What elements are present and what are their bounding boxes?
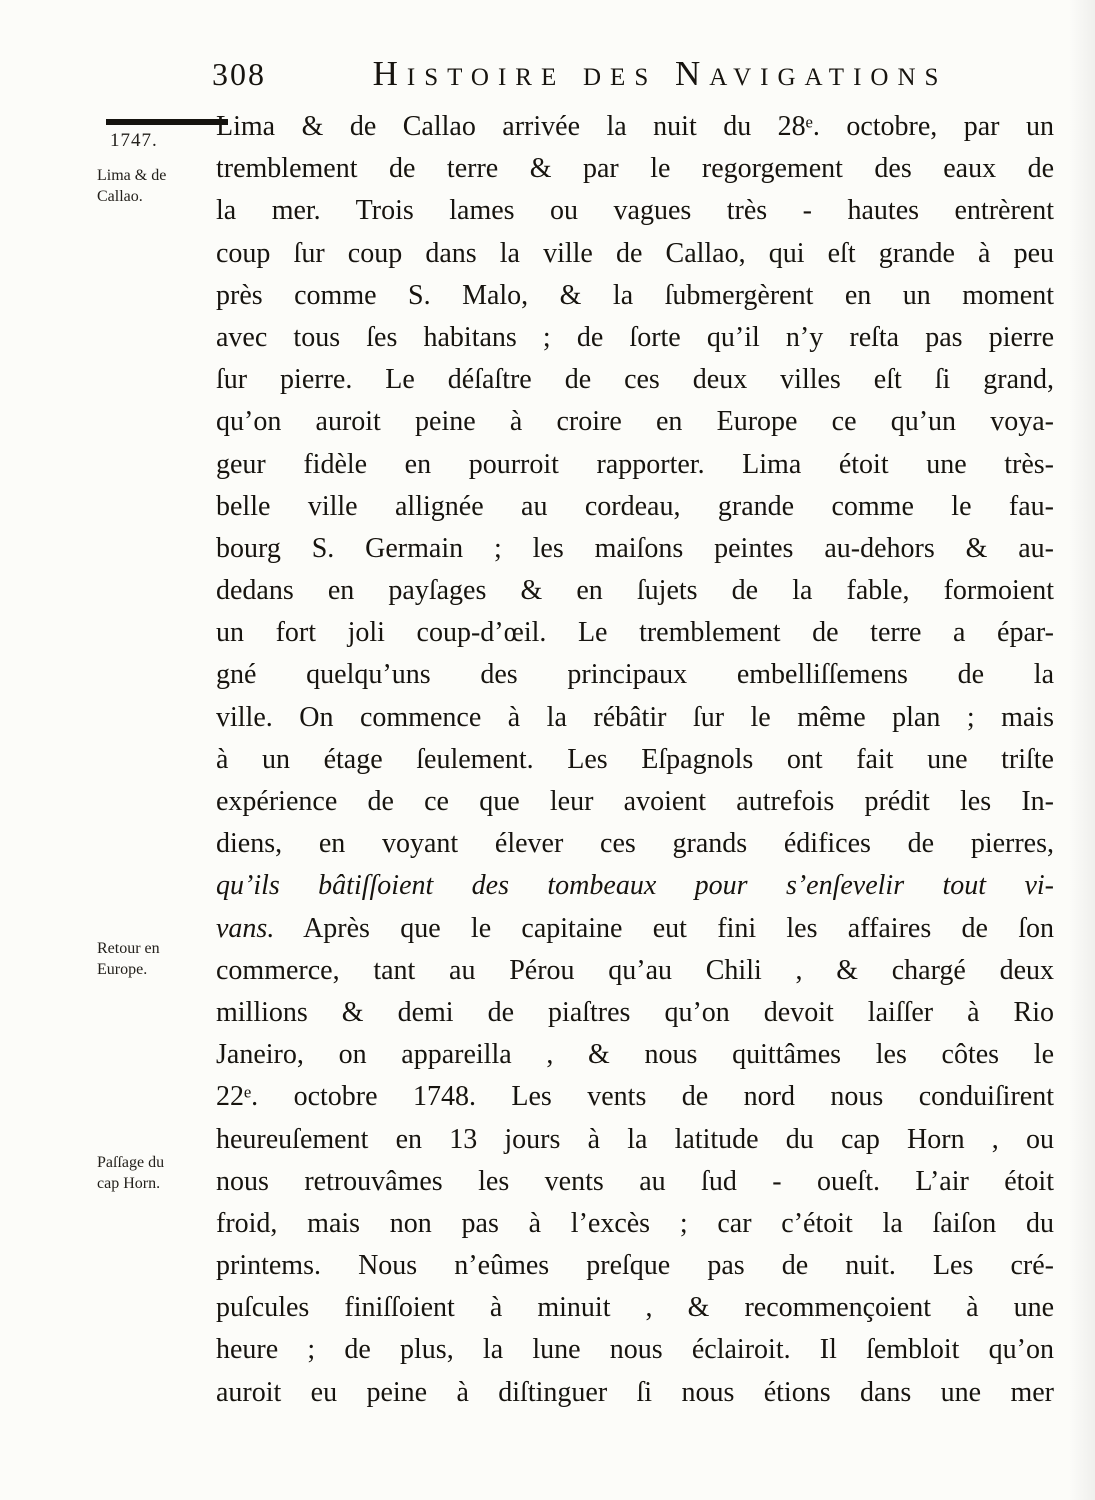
text-line: heure ; de plus, la lune nous éclairoit. Il ſembloit qu’on [216, 1334, 1054, 1366]
body-text [216, 106, 1054, 1414]
text-line: qu’on auroit peine à croire en Europe ce qu’un voya- [216, 406, 1054, 438]
text-line: ſur pierre. Le déſaſtre de ces deux villes eſt ſi grand, [216, 364, 1054, 396]
text-line: tremblement de terre & par le regorgement des eaux de [216, 153, 1054, 185]
text-line: diens, en voyant élever ces grands édifices de pierres, [216, 828, 1054, 860]
text-line: auroit eu peine à diſtinguer ſi nous étions dans une mer [216, 1376, 1054, 1408]
text-line: froid, mais non pas à l’excès ; car c’étoit la ſaiſon du [216, 1207, 1054, 1239]
text-line: printems. Nous n’eûmes preſque pas de nuit. Les cré- [216, 1250, 1054, 1282]
text-line: dedans en payſages & en ſujets de la fable, formoient [216, 575, 1054, 607]
header-title: Histoire des Navigations [372, 54, 948, 93]
text-line: geur fidèle en pourroit rapporter. Lima étoit une très- [216, 448, 1054, 480]
margin-rule [106, 119, 228, 125]
text-line: Lima & de Callao arrivée la nuit du 28ᵉ. octobre, par un [216, 111, 1054, 142]
page-number: 308 [212, 56, 266, 92]
text-line: expérience de ce que leur avoient autrefois prédit les In- [216, 786, 1054, 817]
text-line: la mer. Trois lames ou vagues très - hautes entrèrent [216, 195, 1054, 227]
text-line: belle ville allignée au cordeau, grande comme le fau- [216, 490, 1054, 522]
margin-note-passage-cap-horn: Paſſage du cap Horn. [97, 1154, 165, 1192]
text-line: puſcules finiſſoient à minuit , & recommençoient à une [216, 1292, 1054, 1324]
text-line: à un étage ſeulement. Les Eſpagnols ont fait une triſte [216, 743, 1054, 775]
text-line: heureuſement en 13 jours à la latitude du cap Horn , ou [216, 1123, 1054, 1155]
text-line: près comme S. Malo, & la ſubmergèrent en un moment [216, 279, 1054, 311]
text-line: commerce, tant au Pérou qu’au Chili , & chargé deux [216, 954, 1054, 986]
text-line: nous retrouvâmes les vents au ſud - oueſt. L’air étoit [216, 1165, 1054, 1197]
page-header [212, 54, 1054, 94]
margin-note-year: 1747. [110, 130, 158, 151]
margin-note-lima-callao: Lima & de Callao. [97, 167, 167, 205]
text-line: ville. On commence à la rébâtir ſur le même plan ; mais [216, 701, 1054, 733]
text-line: bourg S. Germain ; les maiſons peintes au-dehors & au- [216, 532, 1054, 564]
text-line: gné quelqu’uns des principaux embelliſſemens de la [216, 659, 1054, 691]
text-line: qu’ils bâtiſſoient des tombeaux pour s’enſevelir tout vi- [216, 870, 1054, 902]
text-line: un fort joli coup-d’œil. Le tremblement de terre a épar- [216, 617, 1054, 649]
margin-note-retour-europe: Retour en Europe. [97, 940, 160, 978]
text-line: 22ᵉ. octobre 1748. Les vents de nord nous conduiſirent [216, 1081, 1054, 1113]
text-line: millions & demi de piaſtres qu’on devoit laiſſer à Rio [216, 996, 1054, 1028]
text-line: Janeiro, on appareilla , & nous quittâmes les côtes le [216, 1039, 1054, 1071]
text-line: avec tous ſes habitans ; de ſorte qu’il n’y reſta pas pierre [216, 321, 1054, 353]
text-line: coup ſur coup dans la ville de Callao, qui eſt grande à peu [216, 237, 1054, 269]
text-line: vans. Après que le capitaine eut fini les affaires de ſon [216, 912, 1054, 944]
